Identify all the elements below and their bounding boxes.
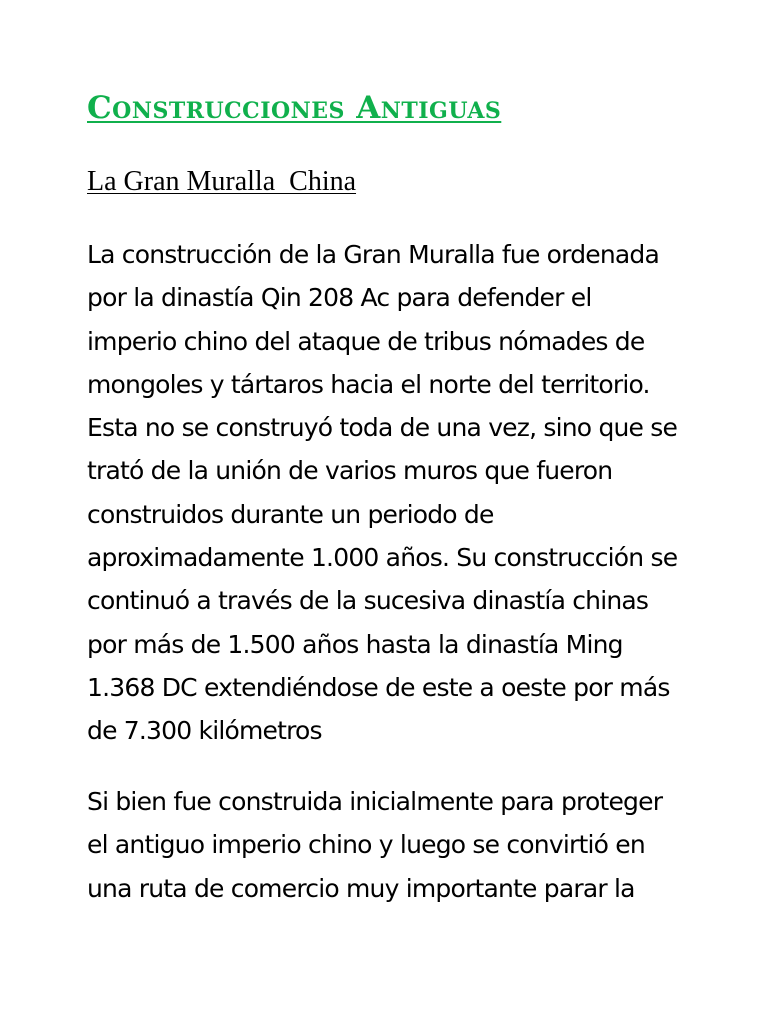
paragraph-line: aproximadamente 1.000 años. Su construcción se xyxy=(87,543,678,573)
paragraph-line: trató de la unión de varios muros que fueron xyxy=(87,456,613,486)
paragraph-line: el antiguo imperio chino y luego se convirtió en xyxy=(87,830,645,860)
paragraph-line: continuó a través de la sucesiva dinastía chinas xyxy=(87,586,649,616)
paragraph-line: por la dinastía Qin 208 Ac para defender el xyxy=(87,283,592,313)
document-title: Construcciones Antiguas xyxy=(87,90,502,126)
paragraph-line: una ruta de comercio muy importante parar la xyxy=(87,873,635,903)
paragraph-2 xyxy=(87,780,662,910)
paragraph-line: 1.368 DC extendiéndose de este a oeste por más xyxy=(87,672,670,702)
paragraph-line: de 7.300 kilómetros xyxy=(87,716,322,746)
paragraph-line: por más de 1.500 años hasta la dinastía Ming xyxy=(87,629,623,659)
paragraph-line: construidos durante un periodo de xyxy=(87,499,494,529)
paragraph-line: La construcción de la Gran Muralla fue ordenada xyxy=(87,240,660,269)
paragraph-line: Si bien fue construida inicialmente para proteger xyxy=(87,787,663,816)
paragraph-line: Esta no se construyó toda de una vez, sino que se xyxy=(87,413,678,443)
paragraph-line: imperio chino del ataque de tribus nómades de xyxy=(87,326,645,356)
section-heading: La Gran Muralla China xyxy=(87,166,357,197)
paragraph-1 xyxy=(87,233,677,753)
paragraph-line: mongoles y tártaros hacia el norte del territorio. xyxy=(87,369,650,399)
